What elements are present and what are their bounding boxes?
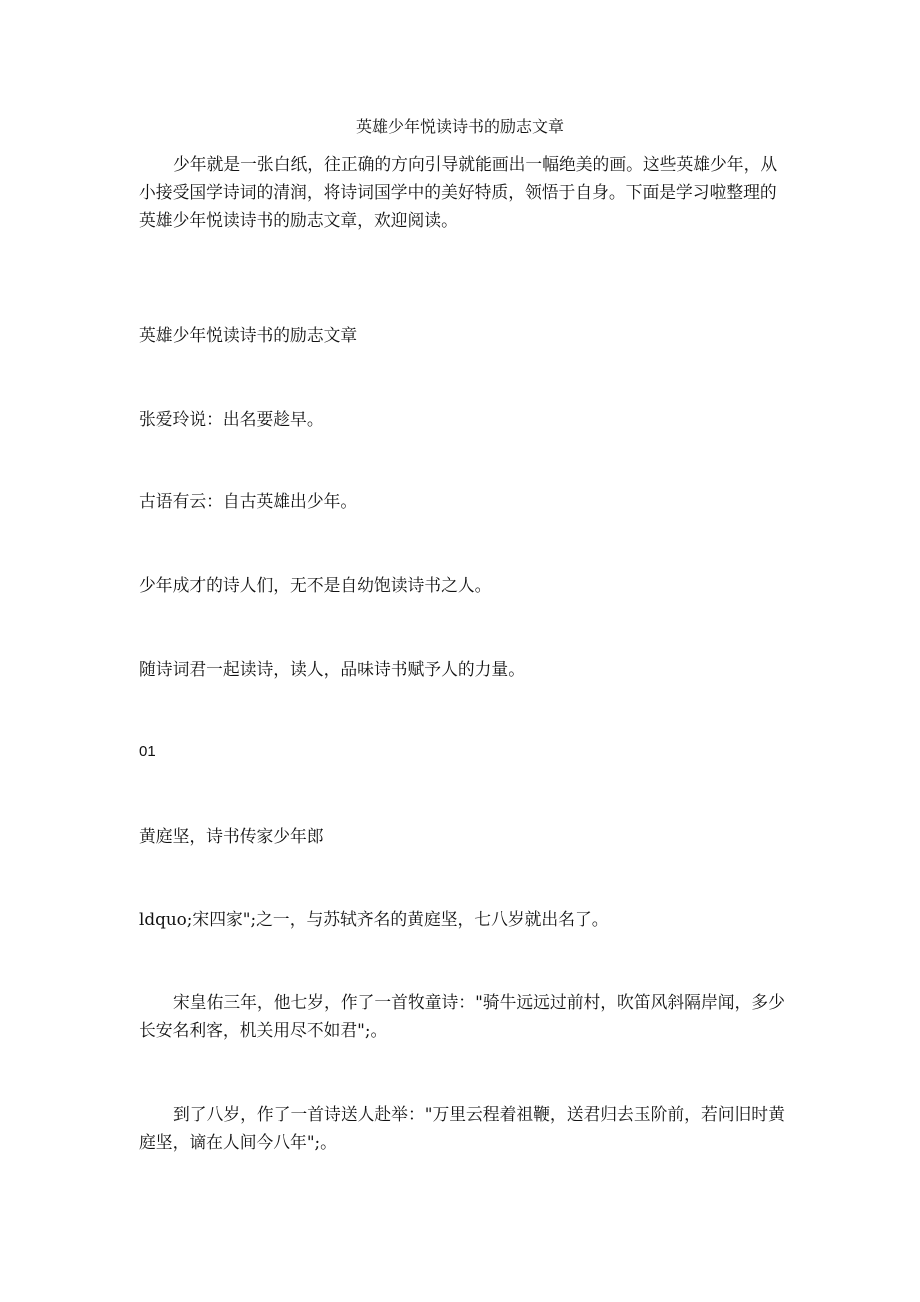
section-heading: 英雄少年悦读诗书的励志文章 [139, 325, 358, 345]
section-subheading: 黄庭坚，诗书传家少年郎 [139, 826, 324, 846]
paragraph: 张爱玲说：出名要趁早。 [139, 409, 324, 429]
paragraph: 到了八岁，作了一首诗送人赴举："万里云程着祖鞭，送君归去玉阶前，若问旧时黄庭坚，谪在人间今八年";。 [139, 1104, 785, 1152]
paragraph: 少年成才的诗人们，无不是自幼饱读诗书之人。 [139, 575, 492, 595]
paragraph: 宋皇佑三年，他七岁，作了一首牧童诗："骑牛远远过前村，吹笛风斜隔岸闻，多少长安名利客，机关用尽不如君";。 [139, 992, 785, 1040]
intro-paragraph: 少年就是一张白纸，往正确的方向引导就能画出一幅绝美的画。这些英雄少年，从小接受国学诗词的清润，将诗词国学中的美好特质，领悟于自身。下面是学习啦整理的英雄少年悦读诗书的励志文章，欢迎阅读。 [139, 154, 778, 230]
document-title: 英雄少年悦读诗书的励志文章 [355, 117, 564, 136]
section-number: 01 [139, 743, 156, 760]
paragraph: ldquo;宋四家";之一，与苏轼齐名的黄庭坚，七八岁就出名了。 [139, 909, 609, 929]
paragraph: 古语有云：自古英雄出少年。 [139, 491, 358, 511]
paragraph: 随诗词君一起读诗，读人，品味诗书赋予人的力量。 [139, 659, 525, 679]
